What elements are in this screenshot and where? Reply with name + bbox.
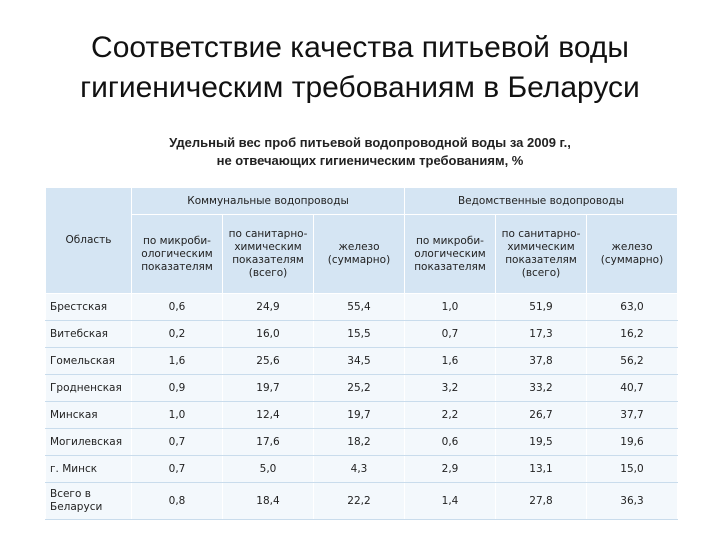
slide-title-line-2: гигиеническим требованиям в Беларуси [80,71,640,104]
table-row [46,429,678,456]
group-header-communal: Коммунальные водопроводы [132,188,405,215]
group-header-row [46,188,678,215]
value-cell: 13,1 [496,456,587,483]
value-cell: 2,9 [405,456,496,483]
table-row-total [46,483,678,520]
value-cell: 37,8 [496,348,587,375]
value-cell: 5,0 [223,456,314,483]
group-header-departmental: Ведомственные водопроводы [405,188,678,215]
value-cell: 15,5 [314,321,405,348]
column-header: по микроби- ологическим показателям [405,215,496,294]
value-cell: 19,7 [223,375,314,402]
table-caption [110,134,630,170]
value-cell: 1,6 [132,348,223,375]
value-cell: 0,8 [132,483,223,520]
value-cell: 2,2 [405,402,496,429]
column-header: железо (суммарно) [314,215,405,294]
value-cell: 1,0 [132,402,223,429]
value-cell: 12,4 [223,402,314,429]
value-cell: 33,2 [496,375,587,402]
value-cell: 1,4 [405,483,496,520]
table-row [46,294,678,321]
value-cell: 17,6 [223,429,314,456]
value-cell: 56,2 [587,348,678,375]
value-cell: 1,6 [405,348,496,375]
value-cell: 26,7 [496,402,587,429]
value-cell: 63,0 [587,294,678,321]
region-cell: Гродненская [46,375,132,402]
value-cell: 19,7 [314,402,405,429]
value-cell: 18,4 [223,483,314,520]
region-cell: Могилевская [46,429,132,456]
region-cell: Минская [46,402,132,429]
value-cell: 25,2 [314,375,405,402]
column-header: железо (суммарно) [587,215,678,294]
water-quality-table [45,187,678,520]
table-row [46,375,678,402]
column-header: по санитарно- химическим показателям (всего) [496,215,587,294]
value-cell: 22,2 [314,483,405,520]
table-body [46,294,678,520]
column-header-row [46,215,678,294]
value-cell: 36,3 [587,483,678,520]
slide-title-line-1: Соответствие качества питьевой воды [91,31,629,64]
value-cell: 40,7 [587,375,678,402]
value-cell: 0,2 [132,321,223,348]
table-row [46,456,678,483]
table-header [46,188,678,294]
value-cell: 0,9 [132,375,223,402]
table-row [46,402,678,429]
value-cell: 25,6 [223,348,314,375]
value-cell: 19,5 [496,429,587,456]
value-cell: 51,9 [496,294,587,321]
value-cell: 1,0 [405,294,496,321]
value-cell: 17,3 [496,321,587,348]
value-cell: 0,7 [132,429,223,456]
value-cell: 16,0 [223,321,314,348]
table-row [46,321,678,348]
value-cell: 19,6 [587,429,678,456]
value-cell: 16,2 [587,321,678,348]
region-cell: Всего в Беларуси [46,483,132,520]
table-caption-line-2: не отвечающих гигиеническим требованиям, % [216,153,524,168]
value-cell: 0,6 [405,429,496,456]
value-cell: 0,7 [405,321,496,348]
region-cell: Витебская [46,321,132,348]
column-header: по санитарно- химическим показателям (всего) [223,215,314,294]
table-row [46,348,678,375]
value-cell: 37,7 [587,402,678,429]
value-cell: 27,8 [496,483,587,520]
table-caption-line-1: Удельный вес проб питьевой водопроводной воды за 2009 г., [169,135,571,150]
region-cell: г. Минск [46,456,132,483]
value-cell: 18,2 [314,429,405,456]
region-column-header: Область [46,188,132,294]
value-cell: 34,5 [314,348,405,375]
slide-title [0,28,720,108]
value-cell: 3,2 [405,375,496,402]
value-cell: 15,0 [587,456,678,483]
value-cell: 0,7 [132,456,223,483]
column-header: по микроби- ологическим показателям [132,215,223,294]
region-cell: Гомельская [46,348,132,375]
value-cell: 4,3 [314,456,405,483]
value-cell: 55,4 [314,294,405,321]
value-cell: 24,9 [223,294,314,321]
value-cell: 0,6 [132,294,223,321]
region-cell: Брестская [46,294,132,321]
